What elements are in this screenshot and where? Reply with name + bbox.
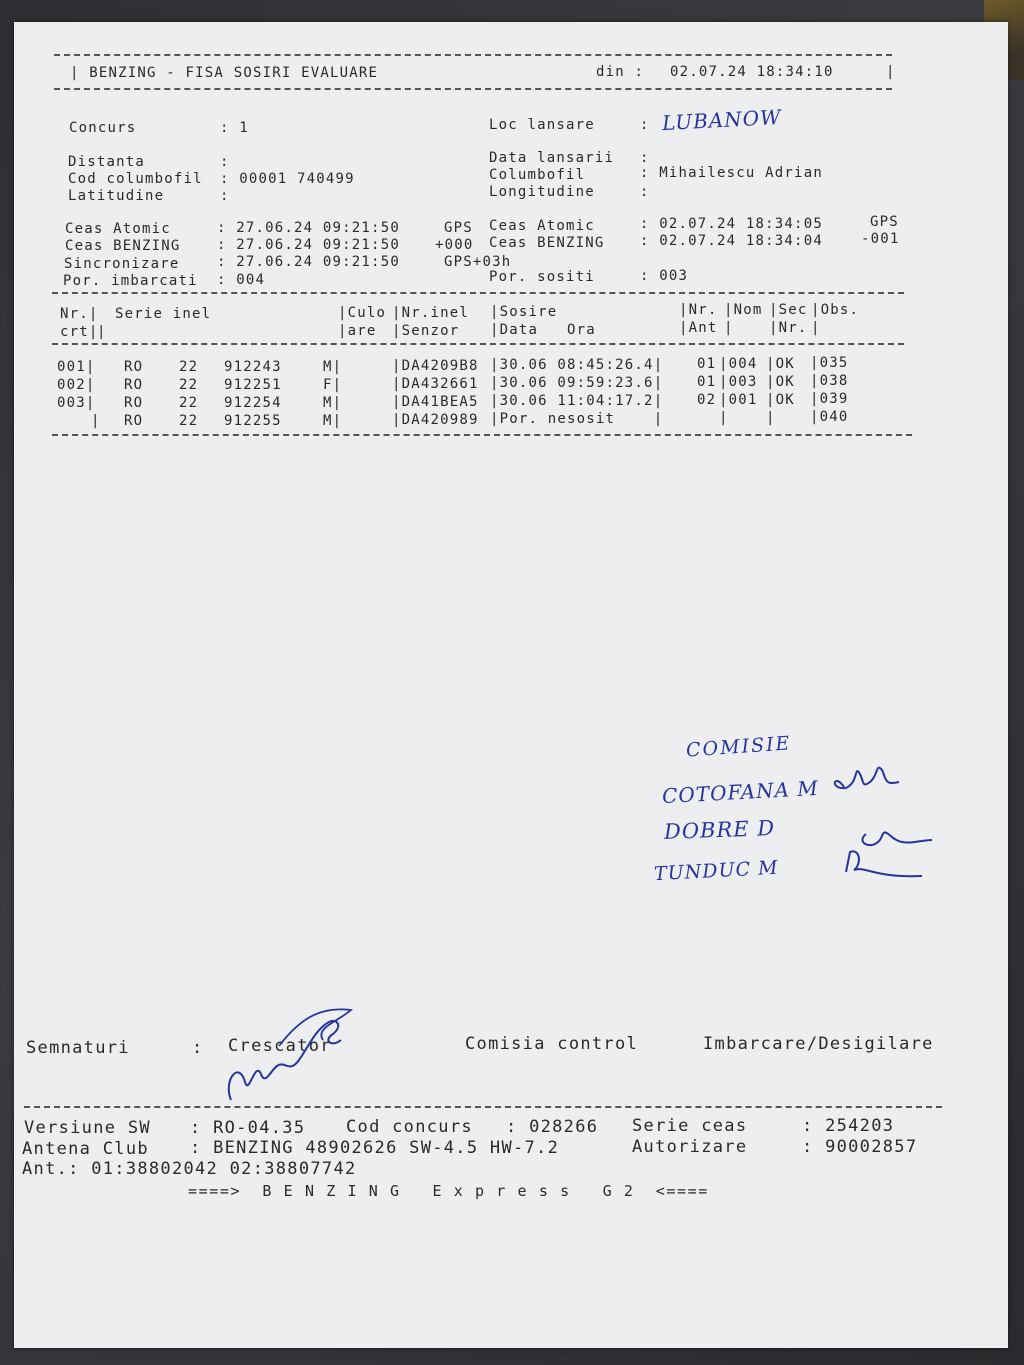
date-label: din : <box>596 64 645 80</box>
th-nr: Nr.| <box>60 306 99 322</box>
concurs-value: : 1 <box>220 120 249 136</box>
th-obs-bar: | <box>811 320 821 336</box>
cell-sec: | <box>766 410 776 426</box>
cell-an: 22 <box>179 395 199 411</box>
handwritten-cotofana: COTOFANA M <box>661 775 820 809</box>
antena-club-label: Antena Club <box>22 1139 149 1159</box>
cod-columbofil-label: Cod columbofil <box>68 171 203 187</box>
cell-an: 22 <box>179 377 199 393</box>
serie-ceas-label: Serie ceas <box>632 1116 748 1136</box>
cell-sec: |OK <box>766 374 795 390</box>
cell-sec: |OK <box>766 356 795 372</box>
ceas-atomic-end-suffix: GPS <box>870 214 899 230</box>
handwritten-tunduc: TUNDUC M <box>653 856 780 886</box>
ceas-benzing-end-label: Ceas BENZING <box>489 235 605 251</box>
ceas-benzing-end-suffix: -001 <box>861 231 900 247</box>
cell-nom: |001 <box>719 392 758 408</box>
divider-top <box>54 54 892 56</box>
cell-crt: 001| <box>57 359 96 375</box>
th-ant: |Ant <box>679 320 718 336</box>
header-end-bar: | <box>886 64 896 80</box>
cell-obs: |035 <box>810 355 849 371</box>
th-sec-nr: |Nr. <box>769 320 808 336</box>
por-imbarcati-value: : 004 <box>217 272 266 288</box>
autorizare-value: : 90002857 <box>802 1137 918 1157</box>
th-serie-inel: Serie inel <box>115 306 212 322</box>
columbofil-value: : Mihailescu Adrian <box>640 165 823 181</box>
columbofil-label: Columbofil <box>489 167 586 183</box>
divider-table-top <box>52 292 904 294</box>
serie-ceas-value: : 254203 <box>802 1116 895 1136</box>
data-lansarii-value: : <box>640 150 650 166</box>
loc-lansare-label: Loc lansare <box>489 117 595 133</box>
cell-tara: RO <box>124 377 144 393</box>
cell-crt: 003| <box>57 395 96 411</box>
cell-ant: 02 <box>697 392 717 408</box>
ceas-atomic-start-suffix: GPS <box>444 220 473 236</box>
cod-columbofil-value: : 00001 740499 <box>220 171 355 187</box>
cell-tara: RO <box>124 395 144 411</box>
sincronizare-suffix: GPS+03h <box>444 254 512 270</box>
ceas-benzing-start-label: Ceas BENZING <box>65 238 181 254</box>
semnaturi-sep: : <box>192 1038 204 1058</box>
th-data-ora: |Data Ora <box>490 322 596 338</box>
th-obs: |Obs. <box>811 302 860 318</box>
cell-ant: 01 <box>697 356 717 372</box>
latitudine-label: Latitudine <box>68 188 165 204</box>
ceas-atomic-end-label: Ceas Atomic <box>489 218 595 234</box>
semnaturi-label: Semnaturi <box>26 1038 130 1058</box>
ceas-atomic-start-value: : 27.06.24 09:21:50 <box>217 220 400 236</box>
cell-senzor: |DA420989 <box>392 412 479 428</box>
th-sec: |Sec <box>769 302 808 318</box>
ceas-atomic-end-value: : 02.07.24 18:34:05 <box>640 216 823 232</box>
antenna-line: Ant.: 01:38802042 02:38807742 <box>22 1159 357 1179</box>
cell-obs: |040 <box>810 409 849 425</box>
distanta-label: Distanta <box>68 154 146 170</box>
antena-club-value: : BENZING 48902626 SW-4.5 HW-7.2 <box>190 1138 560 1158</box>
loc-lansare-sep: : <box>640 117 650 133</box>
cell-nom: |003 <box>719 374 758 390</box>
handwritten-comisie: COMISIE <box>685 732 793 762</box>
cell-sosire: |30.06 08:45:26.4| <box>490 357 664 373</box>
handwritten-dobre: DOBRE D <box>663 816 776 844</box>
brand-line: ====> B E N Z I N G E x p r e s s G 2 <==== <box>188 1182 709 1200</box>
por-sositi-label: Por. sositi <box>489 269 595 285</box>
ceas-benzing-start-suffix: +000 <box>435 237 474 253</box>
loc-lansare-handwritten: LUBANOW <box>661 104 783 136</box>
divider-header <box>54 88 892 90</box>
ceas-benzing-start-value: : 27.06.24 09:21:50 <box>217 237 400 253</box>
date-value: 02.07.24 18:34:10 <box>670 64 834 80</box>
cell-sosire: |Por. nesosit | <box>490 411 664 427</box>
sincronizare-label: Sincronizare <box>64 256 180 272</box>
data-lansarii-label: Data lansarii <box>489 150 615 166</box>
longitudine-value: : <box>640 184 650 200</box>
th-sosire: |Sosire <box>490 304 558 320</box>
cod-concurs-value: : 028266 <box>506 1117 599 1137</box>
comisia-control-label: Comisia control <box>465 1034 639 1054</box>
cell-sex: F| <box>323 377 343 393</box>
commission-signatures <box>804 752 954 892</box>
th-bar: | <box>97 324 107 340</box>
cell-crt: | <box>91 413 101 429</box>
latitudine-value: : <box>220 188 230 204</box>
cell-an: 22 <box>179 413 199 429</box>
cell-crt: 002| <box>57 377 96 393</box>
cell-nom: |004 <box>719 356 758 372</box>
divider-table-header <box>52 343 904 345</box>
cell-sex: M| <box>323 395 343 411</box>
ceas-atomic-start-label: Ceas Atomic <box>65 221 171 237</box>
cell-nr: 912243 <box>224 359 282 375</box>
cell-senzor: |DA4209B8 <box>392 358 479 374</box>
cell-ant: 01 <box>697 374 717 390</box>
th-crt: crt| <box>60 324 99 340</box>
autorizare-label: Autorizare <box>632 1137 748 1157</box>
cell-an: 22 <box>179 359 199 375</box>
cell-sosire: |30.06 09:59:23.6| <box>490 375 664 391</box>
th-nr-inel: |Nr.inel <box>392 305 470 321</box>
crescator-signature <box>219 1000 369 1110</box>
cell-obs: |038 <box>810 373 849 389</box>
document-title: | BENZING - FISA SOSIRI EVALUARE <box>70 65 379 81</box>
th-nom-bar: | <box>724 320 734 336</box>
cell-nr: 912255 <box>224 413 282 429</box>
cell-tara: RO <box>124 359 144 375</box>
th-nom: |Nom <box>724 302 763 318</box>
cell-nom: | <box>719 410 729 426</box>
cell-senzor: |DA432661 <box>392 376 479 392</box>
distanta-value: : <box>220 154 230 170</box>
cell-sex: M| <box>323 359 343 375</box>
th-nr-ant: |Nr. <box>679 302 718 318</box>
crescator-label: Crescator <box>228 1036 332 1056</box>
imbarcare-label: Imbarcare/Desigilare <box>703 1034 934 1054</box>
longitudine-label: Longitudine <box>489 184 595 200</box>
por-sositi-value: : 003 <box>640 268 689 284</box>
cell-nr: 912251 <box>224 377 282 393</box>
ceas-benzing-end-value: : 02.07.24 18:34:04 <box>640 233 823 249</box>
th-are: |are <box>338 323 377 339</box>
th-senzor: |Senzor <box>392 323 460 339</box>
divider-footer <box>24 1106 942 1108</box>
versiune-sw-value: : RO-04.35 <box>190 1118 306 1138</box>
cod-concurs-label: Cod concurs <box>346 1117 473 1137</box>
cell-nr: 912254 <box>224 395 282 411</box>
divider-table-bottom <box>52 434 912 436</box>
por-imbarcati-label: Por. imbarcati <box>63 273 198 289</box>
th-culoare: |Culo <box>338 305 387 321</box>
cell-sex: M| <box>323 413 343 429</box>
cell-sec: |OK <box>766 392 795 408</box>
sincronizare-value: : 27.06.24 09:21:50 <box>217 254 400 270</box>
cell-tara: RO <box>124 413 144 429</box>
versiune-sw-label: Versiune SW <box>24 1118 151 1138</box>
cell-senzor: |DA41BEA5 <box>392 394 479 410</box>
document-sheet <box>14 22 1008 1348</box>
cell-obs: |039 <box>810 391 849 407</box>
concurs-label: Concurs <box>69 120 137 136</box>
cell-sosire: |30.06 11:04:17.2| <box>490 393 664 409</box>
